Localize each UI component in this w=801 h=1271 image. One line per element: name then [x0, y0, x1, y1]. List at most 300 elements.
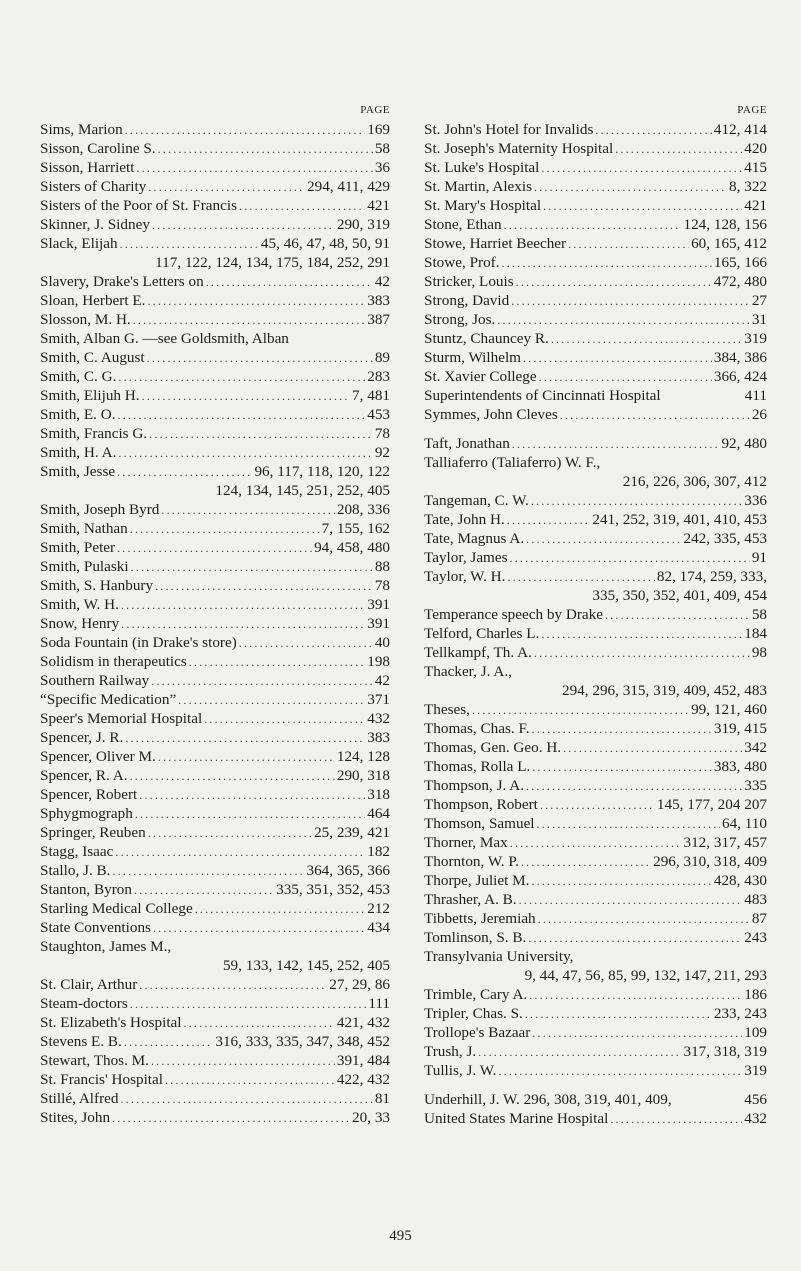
- entry-pages: 483: [744, 891, 767, 908]
- leader-dots: [130, 520, 320, 539]
- entry-pages: 99, 121, 460: [691, 701, 767, 718]
- entry-pages: 7, 481: [352, 387, 390, 404]
- index-entry: [424, 510, 767, 529]
- index-entry: [40, 804, 390, 823]
- leader-dots: [538, 910, 750, 929]
- entry-name: Trollope's Bazaar: [424, 1024, 531, 1041]
- leader-dots: [158, 140, 373, 159]
- entry-line: [424, 453, 767, 472]
- entry-name: Tate, Magnus A.: [424, 530, 525, 547]
- entry-continuation: [424, 586, 767, 605]
- section-gap: [424, 424, 767, 434]
- entry-line: [424, 662, 767, 681]
- index-entry: [40, 158, 390, 177]
- entry-name: Sphygmograph: [40, 805, 133, 822]
- entry-name: Spencer, R. A.: [40, 767, 128, 784]
- entry-pages: 8, 322: [729, 178, 767, 195]
- entry-name: Telford, Charles L.: [424, 625, 540, 642]
- entry-pages: 335, 351, 352, 453: [276, 881, 390, 898]
- entry-line: [424, 1042, 767, 1061]
- entry-pages: 96, 117, 118, 120, 122: [254, 463, 390, 480]
- entry-pages: 94, 458, 480: [314, 539, 390, 556]
- entry-line: [40, 177, 390, 196]
- index-entry: [424, 386, 767, 405]
- entry-pages: 432: [367, 710, 390, 727]
- leader-dots: [512, 435, 720, 454]
- entry-pages: 336: [744, 492, 767, 509]
- entry-name: Smith, E. O.: [40, 406, 116, 423]
- entry-pages: 40: [374, 634, 390, 651]
- entry-line: [40, 747, 390, 766]
- leader-dots: [526, 777, 742, 796]
- entry-pages: 58: [751, 606, 767, 623]
- entry-line: [40, 1070, 390, 1089]
- index-entry: [40, 633, 390, 652]
- entry-name: United States Marine Hospital: [424, 1110, 609, 1127]
- leader-dots: [502, 254, 712, 273]
- entry-pages: 319, 415: [713, 720, 767, 737]
- leader-dots: [534, 178, 727, 197]
- section-gap: [424, 1080, 767, 1090]
- leader-dots: [139, 976, 327, 995]
- index-entry: [40, 823, 390, 842]
- index-entry: [424, 491, 767, 510]
- entry-line: [424, 795, 767, 814]
- leader-dots: [595, 121, 711, 140]
- entry-pages: 82, 174, 259, 333,: [656, 568, 767, 585]
- entry-pages: 384, 386: [713, 349, 767, 366]
- entry-pages: 81: [374, 1090, 390, 1107]
- entry-name: Strong, David: [424, 292, 510, 309]
- entry-line: [424, 757, 767, 776]
- leader-dots: [541, 625, 742, 644]
- leader-dots: [137, 159, 373, 178]
- index-entry: [424, 1061, 767, 1080]
- leader-dots: [507, 511, 591, 530]
- entry-pages-continued: 294, 296, 315, 319, 409, 452, 483: [561, 682, 767, 699]
- leader-dots: [615, 140, 742, 159]
- index-entry: [40, 367, 390, 386]
- entry-line: [424, 567, 767, 586]
- entry-name: Spencer, Robert: [40, 786, 138, 803]
- leader-dots: [206, 273, 373, 292]
- entry-pages: 184: [744, 625, 767, 642]
- entry-line: [40, 557, 390, 576]
- entry-line: [424, 776, 767, 795]
- entry-name: Thrasher, A. B.: [424, 891, 517, 908]
- entry-name: St. Martin, Alexis: [424, 178, 533, 195]
- entry-pages: 432: [744, 1110, 767, 1127]
- index-entry: [424, 367, 767, 386]
- leader-dots: [149, 425, 373, 444]
- leader-dots: [478, 1043, 681, 1062]
- entry-line: [40, 291, 390, 310]
- leader-dots: [510, 834, 682, 853]
- index-entry: [40, 177, 390, 196]
- entry-line: [424, 738, 767, 757]
- index-entry: [40, 500, 390, 519]
- entry-name: Stevens E. B.: [40, 1033, 122, 1050]
- entry-pages: 420: [744, 140, 767, 157]
- entry-line: [424, 605, 767, 624]
- entry-continuation: [40, 253, 390, 272]
- entry-line: [40, 500, 390, 519]
- entry-name: Smith, Elijuh H.: [40, 387, 140, 404]
- leader-dots: [133, 311, 365, 330]
- entry-line: [40, 462, 390, 481]
- leader-dots: [130, 995, 367, 1014]
- entry-line: [40, 690, 390, 709]
- leader-dots: [537, 815, 720, 834]
- entry-name: “Specific Medication”: [40, 691, 177, 708]
- entry-name: St. Mary's Hospital: [424, 197, 542, 214]
- leader-dots: [118, 444, 372, 463]
- entry-pages: 198: [367, 653, 390, 670]
- index-entry: [40, 538, 390, 557]
- index-entry: [40, 234, 390, 272]
- entry-pages: 58: [374, 140, 390, 157]
- entry-name: Thomas, Gen. Geo. H.: [424, 739, 562, 756]
- entry-line: [40, 842, 390, 861]
- entry-pages: 383: [367, 729, 390, 746]
- entry-pages: 241, 252, 319, 401, 410, 453: [592, 511, 767, 528]
- entry-name: State Conventions: [40, 919, 151, 936]
- leader-dots: [131, 558, 373, 577]
- entry-continuation: [40, 956, 390, 975]
- entry-name: Smith, Pulaski: [40, 558, 129, 575]
- entry-name: Thompson, J. A.: [424, 777, 524, 794]
- index-entry: [424, 605, 767, 624]
- index-entry: [424, 453, 767, 491]
- index-entry: [40, 785, 390, 804]
- entry-name: Thompson, Robert: [424, 796, 538, 813]
- leader-dots: [519, 891, 743, 910]
- index-entry: [40, 120, 390, 139]
- entry-pages: 27, 29, 86: [329, 976, 390, 993]
- entry-line: [40, 823, 390, 842]
- index-entry: [424, 624, 767, 643]
- entry-pages: 25, 239, 421: [314, 824, 390, 841]
- entry-name: Taylor, James: [424, 549, 508, 566]
- entry-line: [424, 215, 767, 234]
- entry-name: Tripler, Chas. S.: [424, 1005, 523, 1022]
- entry-line: [424, 719, 767, 738]
- entry-line: [40, 709, 390, 728]
- entry-pages-continued: 9, 44, 47, 56, 85, 99, 132, 147, 211, 293: [524, 967, 767, 984]
- entry-pages: 472, 480: [713, 273, 767, 290]
- index-entry: [40, 310, 390, 329]
- entry-name: Thomas, Rolla L.: [424, 758, 531, 775]
- leader-dots: [525, 1005, 712, 1024]
- leader-dots: [115, 843, 365, 862]
- index-entry: [40, 899, 390, 918]
- entry-name: Smith, Peter: [40, 539, 116, 556]
- index-entry: [424, 272, 767, 291]
- leader-dots: [532, 1024, 742, 1043]
- index-entry: [40, 747, 390, 766]
- leader-dots: [560, 406, 750, 425]
- entry-name: Stites, John: [40, 1109, 111, 1126]
- leader-dots: [523, 349, 712, 368]
- entry-line: [424, 310, 767, 329]
- leader-dots: [540, 796, 655, 815]
- entry-name: St. Joseph's Maternity Hospital: [424, 140, 614, 157]
- entry-name: Stone, Ethan: [424, 216, 502, 233]
- leader-dots: [121, 596, 365, 615]
- index-entry: [424, 909, 767, 928]
- leader-dots: [531, 492, 742, 511]
- index-entry: [424, 310, 767, 329]
- index-entry: [40, 652, 390, 671]
- entry-line: [424, 871, 767, 890]
- entry-pages: 45, 46, 47, 48, 50, 91: [260, 235, 390, 252]
- entry-name: Stagg, Isaac: [40, 843, 114, 860]
- index-entry: [424, 985, 767, 1004]
- entry-name: St. Xavier College: [424, 368, 537, 385]
- entry-pages: 111: [368, 995, 390, 1012]
- entry-pages: 186: [744, 986, 767, 1003]
- index-entry: [40, 386, 390, 405]
- entry-line: [40, 1089, 390, 1108]
- index-entry: [40, 614, 390, 633]
- index-entry: [424, 291, 767, 310]
- index-entry: [40, 576, 390, 595]
- entry-name: Smith, Nathan: [40, 520, 128, 537]
- entry-name: Sisson, Caroline S.: [40, 140, 156, 157]
- entry-pages: 109: [744, 1024, 767, 1041]
- entry-line: [424, 1090, 767, 1109]
- entry-name: Strong, Jos.: [424, 311, 496, 328]
- entry-pages: 36: [374, 159, 390, 176]
- index-entry: [424, 1004, 767, 1023]
- index-entry: [40, 1070, 390, 1089]
- entry-name: Stowe, Harriet Beecher: [424, 235, 567, 252]
- leader-dots: [120, 235, 259, 254]
- index-entry: [40, 842, 390, 861]
- entry-name: St. Luke's Hospital: [424, 159, 540, 176]
- index-entry: [424, 947, 767, 985]
- entry-name: Starling Medical College: [40, 900, 193, 917]
- index-entry: [40, 215, 390, 234]
- leader-dots: [532, 758, 712, 777]
- entry-pages: 434: [367, 919, 390, 936]
- index-entry: [40, 519, 390, 538]
- entry-pages: 453: [367, 406, 390, 423]
- leader-dots: [510, 549, 750, 568]
- leader-dots: [532, 720, 712, 739]
- entry-name: Stallo, J. B.: [40, 862, 111, 879]
- entry-pages: 88: [374, 558, 390, 575]
- entry-name: Stuntz, Chauncey R.: [424, 330, 549, 347]
- leader-dots: [134, 881, 274, 900]
- entry-name: Smith, H. A.: [40, 444, 117, 461]
- index-entry: [40, 462, 390, 500]
- leader-dots: [135, 805, 365, 824]
- entry-line: [424, 890, 767, 909]
- leader-dots: [184, 1014, 335, 1033]
- index-entry: [40, 1089, 390, 1108]
- index-entry: [424, 890, 767, 909]
- entry-line: [424, 386, 767, 405]
- index-entry: [424, 177, 767, 196]
- entry-line: [40, 671, 390, 690]
- entry-line: [40, 880, 390, 899]
- leader-dots: [178, 691, 365, 710]
- leader-dots: [539, 368, 712, 387]
- entry-pages: 7, 155, 162: [321, 520, 390, 537]
- leader-dots: [112, 1109, 350, 1128]
- leader-dots: [165, 1071, 335, 1090]
- index-entry: [40, 918, 390, 937]
- index-entry: [424, 700, 767, 719]
- leader-dots: [125, 729, 365, 748]
- index-entry: [424, 852, 767, 871]
- entry-line: [424, 367, 767, 386]
- entry-pages: 371: [367, 691, 390, 708]
- entry-name: Spencer, J. R.: [40, 729, 124, 746]
- page-column-header: PAGE: [737, 104, 767, 116]
- entry-line: [40, 994, 390, 1013]
- entry-pages: 124, 128, 156: [683, 216, 767, 233]
- entry-name: Tellkampf, Th. A.: [424, 644, 532, 661]
- entry-name: Thorpe, Juliet M.: [424, 872, 530, 889]
- index-entry: [424, 158, 767, 177]
- entry-line: [424, 139, 767, 158]
- entry-line: [424, 329, 767, 348]
- leader-dots: [521, 853, 651, 872]
- entry-name: Theses,: [424, 701, 470, 718]
- entry-name: Sisters of Charity: [40, 178, 147, 195]
- index-entry: [424, 529, 767, 548]
- entry-name: Sturm, Wilhelm: [424, 349, 521, 366]
- entry-name: Stewart, Thos. M.: [40, 1052, 149, 1069]
- index-entry: [424, 757, 767, 776]
- entry-line: [424, 348, 767, 367]
- index-entry: [40, 595, 390, 614]
- entry-name: Tibbetts, Jeremiah: [424, 910, 536, 927]
- entry-line: [424, 548, 767, 567]
- entry-line: [424, 909, 767, 928]
- index-entry: [424, 871, 767, 890]
- entry-line: [424, 1109, 767, 1128]
- entry-pages: 342: [744, 739, 767, 756]
- index-entry: [40, 329, 390, 348]
- index-entry: [40, 709, 390, 728]
- entry-pages-continued: 216, 226, 306, 307, 412: [622, 473, 767, 490]
- entry-line: [40, 120, 390, 139]
- entry-line: [40, 310, 390, 329]
- entry-line: [40, 538, 390, 557]
- entry-name: Thorner, Max: [424, 834, 508, 851]
- entry-line: [40, 785, 390, 804]
- entry-line: [40, 576, 390, 595]
- entry-pages: 42: [374, 672, 390, 689]
- entry-pages: 165, 166: [713, 254, 767, 271]
- index-entry: [424, 776, 767, 795]
- leader-dots: [148, 178, 305, 197]
- entry-line: [424, 291, 767, 310]
- leader-dots: [120, 1090, 372, 1109]
- entry-name: St. John's Hotel for Invalids: [424, 121, 594, 138]
- entry-name: Smith, C. G.: [40, 368, 117, 385]
- entry-line: [424, 1023, 767, 1042]
- entry-line: [40, 272, 390, 291]
- entry-pages: 464: [367, 805, 390, 822]
- entry-line: [424, 1061, 767, 1080]
- entry-line: [40, 1051, 390, 1070]
- entry-line: [40, 367, 390, 386]
- entry-line: [40, 158, 390, 177]
- leader-dots: [605, 606, 750, 625]
- leader-dots: [534, 644, 750, 663]
- entry-line: [424, 405, 767, 424]
- entry-name: Solidism in therapeutics: [40, 653, 187, 670]
- right-entries: [424, 120, 767, 1128]
- entry-line: [424, 177, 767, 196]
- entry-name: Sisters of the Poor of St. Francis: [40, 197, 238, 214]
- entry-pages: 296, 310, 318, 409: [653, 853, 767, 870]
- entry-continuation: [424, 966, 767, 985]
- leader-dots: [125, 121, 366, 140]
- index-entry: [40, 766, 390, 785]
- index-entry: [40, 443, 390, 462]
- entry-line: [40, 196, 390, 215]
- entry-line: [424, 253, 767, 272]
- index-entry: [424, 795, 767, 814]
- index-entry: [40, 880, 390, 899]
- entry-pages: 20, 33: [352, 1109, 390, 1126]
- entry-name: Smith, W. H.: [40, 596, 119, 613]
- index-entry: [40, 1051, 390, 1070]
- entry-line: [424, 814, 767, 833]
- entry-line: [424, 833, 767, 852]
- entry-line: [40, 766, 390, 785]
- entry-pages: 318: [367, 786, 390, 803]
- index-entry: [424, 738, 767, 757]
- entry-line: [40, 1108, 390, 1127]
- entry-pages: 87: [751, 910, 767, 927]
- entry-name: Thomas, Chas. F.: [424, 720, 530, 737]
- entry-name: Smith, C. August: [40, 349, 145, 366]
- entry-name: Smith, Joseph Byrd: [40, 501, 160, 518]
- entry-pages-continued: 335, 350, 352, 401, 409, 454: [592, 587, 767, 604]
- index-entry: [40, 405, 390, 424]
- entry-name: Thomson, Samuel: [424, 815, 535, 832]
- entry-name: Tate, John H.: [424, 511, 505, 528]
- entry-line: [40, 975, 390, 994]
- entry-line: [424, 196, 767, 215]
- index-entry: [424, 120, 767, 139]
- entry-name: Sims, Marion: [40, 121, 123, 138]
- entry-line: [424, 158, 767, 177]
- entry-pages: 411: [744, 387, 767, 404]
- leader-dots: [147, 292, 365, 311]
- entry-name: Stricker, Louis: [424, 273, 514, 290]
- entry-name: Soda Fountain (in Drake's store): [40, 634, 237, 651]
- entry-name: Smith, Jesse: [40, 463, 116, 480]
- entry-line: [424, 928, 767, 947]
- entry-name: St. Francis' Hospital: [40, 1071, 163, 1088]
- index-entry: [424, 662, 767, 700]
- entry-pages: 242, 335, 453: [683, 530, 767, 547]
- index-entry: [40, 348, 390, 367]
- entry-pages: 412, 414: [713, 121, 767, 138]
- index-entry: [424, 196, 767, 215]
- entry-pages: 145, 177, 204 207: [656, 796, 767, 813]
- entry-pages: 391: [367, 615, 390, 632]
- index-entry: [424, 548, 767, 567]
- entry-pages: 290, 318: [336, 767, 390, 784]
